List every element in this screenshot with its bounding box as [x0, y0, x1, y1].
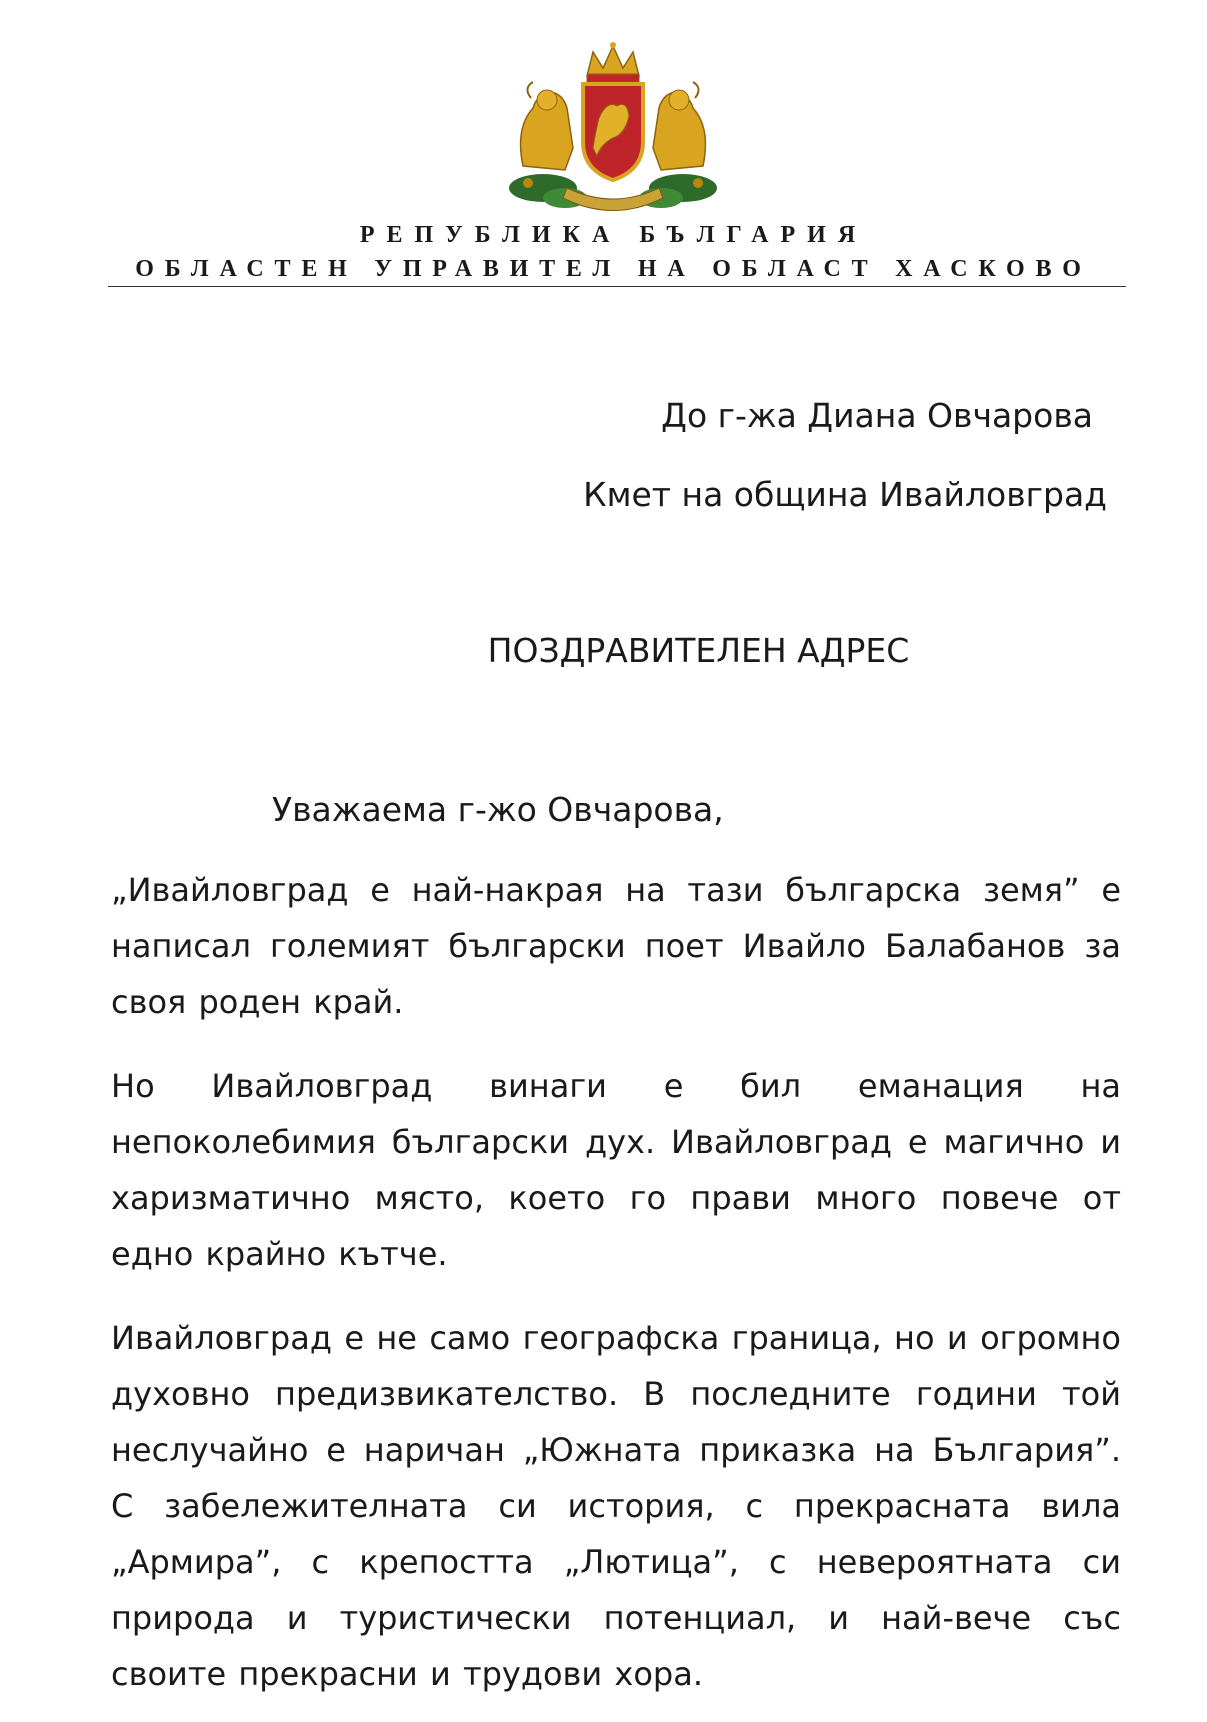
body-paragraph-1: „Ивайловград е най-накрая на тази българска земя” е написал големият български поет Ивайло Балабанов за своя роден край.	[111, 871, 1121, 1021]
shield-icon	[583, 84, 643, 180]
recipient-name: До г-жа Диана Овчарова	[661, 396, 1093, 435]
coat-of-arms-emblem	[503, 38, 723, 218]
lion-left-icon	[521, 82, 573, 170]
recipient-position: Кмет на община Ивайловград	[583, 475, 1107, 514]
letterhead-divider	[108, 286, 1126, 287]
body-paragraph-2: Но Ивайловград винаги е бил еманация на непоколебимия български дух. Ивайловград е магично и харизматично място, което го прави много повече от едно крайно кътче.	[111, 1067, 1121, 1273]
crown-icon	[587, 42, 639, 82]
letterhead-country: РЕПУБЛИКА БЪЛГАРИЯ	[359, 222, 868, 248]
body-paragraph-3: Ивайловград е не само географска граница, но и огромно духовно предизвикателство. В последните години той неслучайно е наричан „Южната приказка на България”. С забележителната си история, с прекрасната вила „Армира”, с крепостта „Лютица”, с невероятната си природа и туристически потенциал, и най-вече със своите прекрасни и трудови хора.	[111, 1319, 1121, 1693]
lion-right-icon	[653, 82, 705, 170]
document-title: ПОЗДРАВИТЕЛЕН АДРЕС	[487, 631, 910, 670]
letterhead-office: ОБЛАСТЕН УПРАВИТЕЛ НА ОБЛАСТ ХАСКОВО	[135, 256, 1092, 282]
salutation: Уважаема г-жо Овчарова,	[272, 790, 724, 829]
